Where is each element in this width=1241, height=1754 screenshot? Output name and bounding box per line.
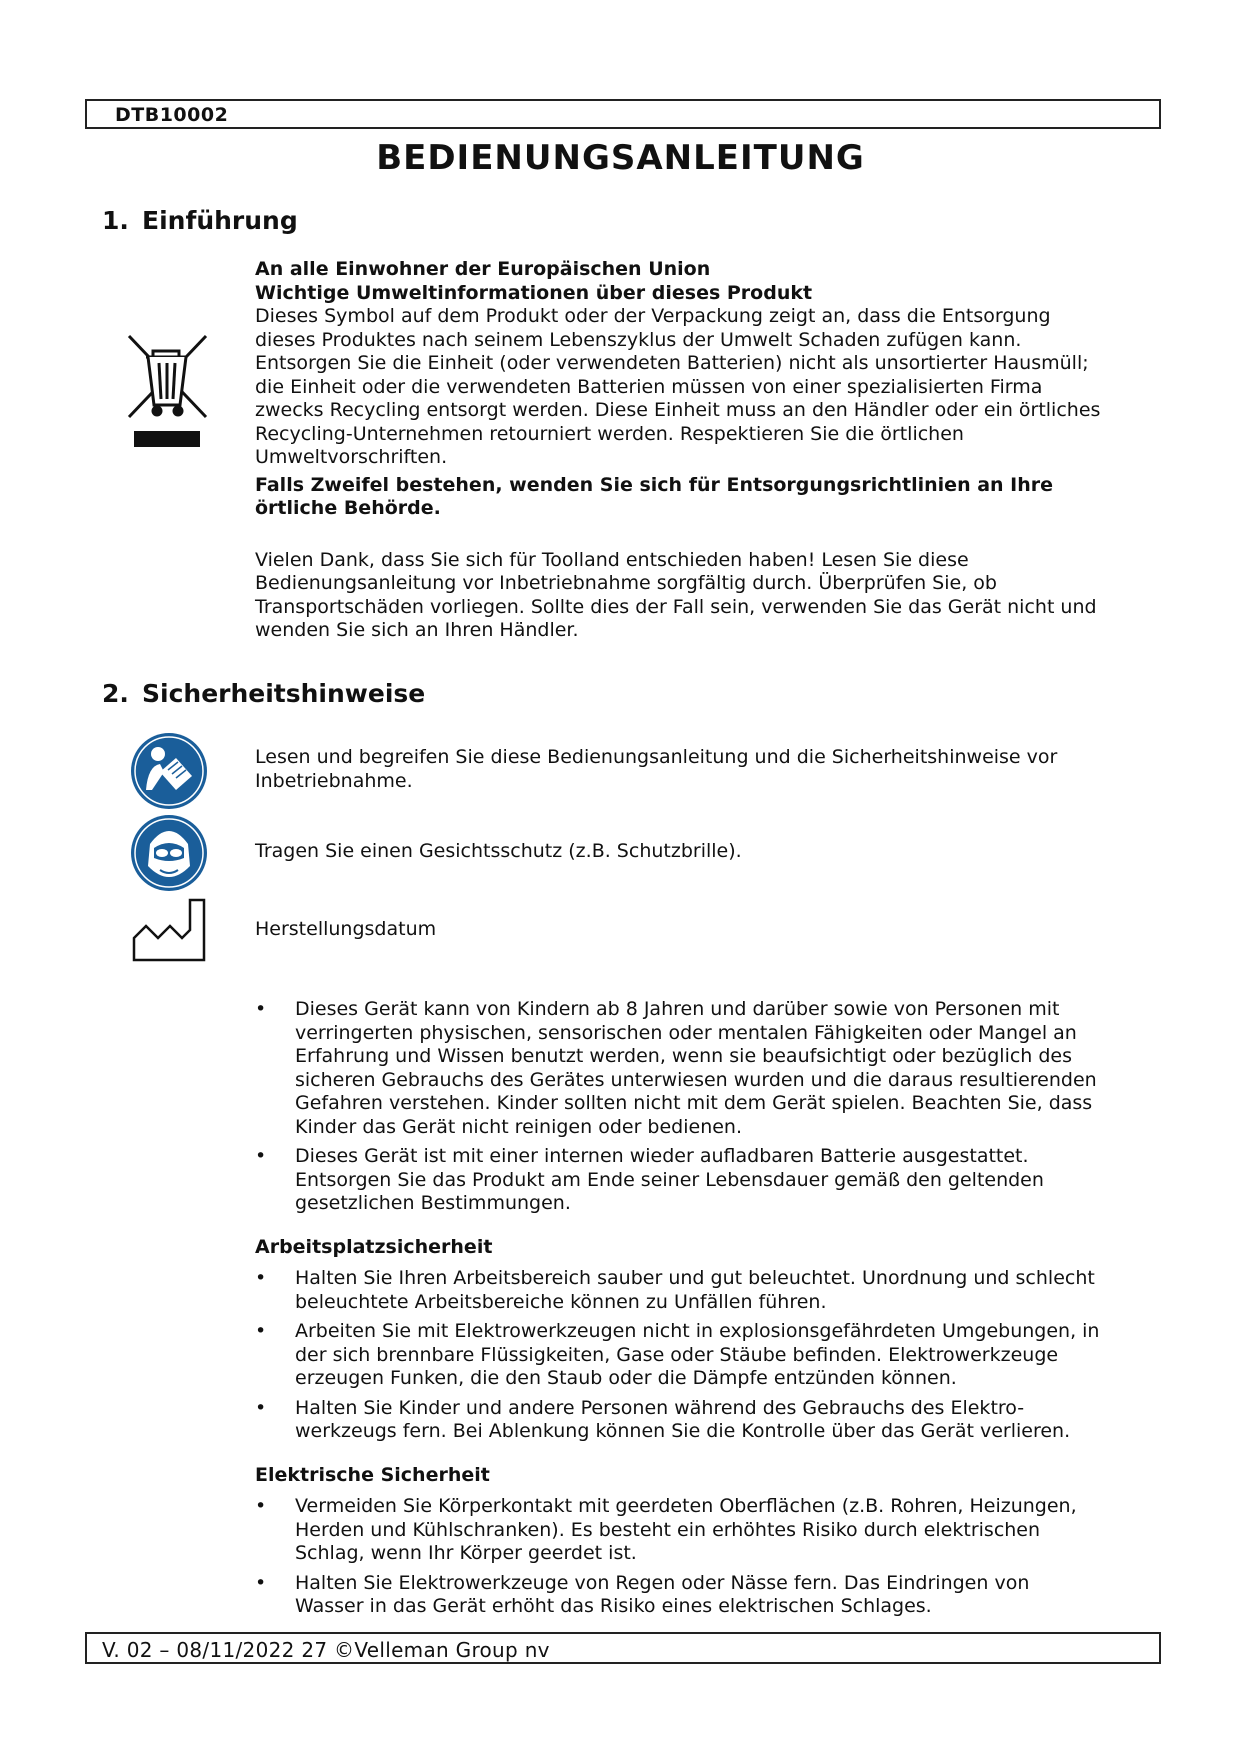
icon-row-text: Tragen Sie einen Gesichtsschutz (z.B. Schutzbrille).: [255, 840, 742, 862]
env-line: Entsorgen Sie die Einheit (oder verwendeten Batterien) nicht als unsortierter Hausmüll;: [255, 352, 1089, 374]
bullet-line: Gefahren verstehen. Kinder sollten nicht mit dem Gerät spielen. Beachten Sie, dass: [295, 1092, 1093, 1114]
section-heading-intro: [102, 206, 298, 235]
manufacturing-date-icon: [132, 896, 206, 962]
env-line: Umweltvorschriften.: [255, 446, 448, 468]
bullet-line: Entsorgen Sie das Produkt am Ende seiner Lebensdauer gemäß den geltenden: [295, 1168, 1044, 1191]
bullet-line: Wasser in das Gerät erhöht das Risiko eines elektrischen Schlages.: [295, 1595, 932, 1617]
list-item: [255, 1320, 1135, 1391]
section-title: Einführung: [142, 206, 298, 235]
bullet-line: Schlag, wenn Ihr Körper geerdet ist.: [295, 1542, 637, 1564]
bullet-line: werkzeugs fern. Bei Ablenkung können Sie die Kontrolle über das Gerät verlieren.: [295, 1420, 1071, 1442]
bullet-line: Erfahrung und Wissen benutzt werden, wenn sie beaufsichtigt oder bezüglich des: [295, 1045, 1073, 1067]
section-title: Sicherheitshinweise: [142, 679, 426, 708]
section-number: 2.: [102, 679, 129, 708]
bullet-line: sicheren Gebrauchs des Gerätes unterwiesen wurden und die daraus resultierenden: [295, 1068, 1097, 1091]
doubt-line: Falls Zweifel bestehen, wenden Sie sich für Entsorgungsrichtlinien an Ihre: [255, 473, 1054, 496]
face-protection-icon: [130, 814, 208, 892]
env-line: Recycling-Unternehmen retourniert werden. Respektieren Sie die örtlichen: [255, 422, 964, 445]
page-title: BEDIENUNGSANLEITUNG: [376, 138, 865, 178]
bullet-line: • Vermeiden Sie Körperkontakt mit geerdeten Oberflächen (z.B. Rohren, Heizungen,: [295, 1495, 1077, 1517]
weee-bin-icon: [126, 333, 210, 451]
bullet-line: • Halten Sie Ihren Arbeitsbereich sauber und gut beleuchtet. Unordnung und schlecht: [295, 1267, 1095, 1289]
bullet-line: • Halten Sie Elektrowerkzeuge von Regen oder Nässe fern. Das Eindringen von: [295, 1571, 1030, 1594]
header-box: [85, 99, 1161, 129]
list-item: [255, 1572, 1135, 1619]
env-line: die Einheit oder die verwendeten Batterien müssen von einer spezialisierten Firma: [255, 375, 1043, 398]
env-line: dieses Produktes nach seinem Lebenszyklus der Umwelt Schaden zufügen kann.: [255, 328, 1022, 351]
doubt-line: örtliche Behörde.: [255, 497, 441, 519]
thanks-line: wenden Sie sich an Ihren Händler.: [255, 619, 579, 641]
bullet-line: • Dieses Gerät kann von Kindern ab 8 Jahren und darüber sowie von Personen mit: [295, 998, 1060, 1020]
general-bullet-list: [255, 998, 1135, 1216]
bullet-line: Kinder das Gerät nicht reinigen oder bedienen.: [295, 1115, 743, 1138]
section-heading-safety: [102, 679, 425, 708]
footer-text: V. 02 – 08/11/2022 27 ©Velleman Group nv: [102, 1638, 550, 1662]
icon-row-read-manual: [255, 746, 1135, 793]
bullet-line: • Halten Sie Kinder und andere Personen während des Gebrauchs des Elektro-: [295, 1396, 1025, 1419]
bullet-line: erzeugen Funken, die den Staub oder die Dämpfe entzünden können.: [295, 1367, 957, 1389]
bullet-line: gesetzlichen Bestimmungen.: [295, 1192, 571, 1214]
bullet-line: beleuchtete Arbeitsbereiche können zu Unfällen führen.: [295, 1290, 827, 1313]
icon-row-text: Inbetriebnahme.: [255, 769, 413, 792]
env-line: zwecks Recycling entsorgt werden. Diese Einheit muss an den Händler oder ein örtliches: [255, 399, 1101, 421]
list-item: [255, 1267, 1135, 1314]
list-item: [255, 998, 1135, 1139]
doc-code: DTB10002: [115, 104, 229, 126]
thanks-line: Vielen Dank, dass Sie sich für Toolland entschieden haben! Lesen Sie diese: [255, 548, 969, 571]
read-manual-icon: [130, 732, 208, 810]
list-item: [255, 1145, 1135, 1216]
icon-row-text: Herstellungsdatum: [255, 918, 437, 940]
bullet-line: der sich brennbare Flüssigkeiten, Gase oder Stäube befinden. Elektrowerkzeuge: [295, 1343, 1059, 1366]
footer-box: [85, 1632, 1161, 1664]
thanks-line: Bedienungsanleitung vor Inbetriebnahme sorgfältig durch. Überprüfen Sie, ob: [255, 572, 997, 594]
icon-row-text: Lesen und begreifen Sie diese Bedienungsanleitung und die Sicherheitshinweise vor: [255, 746, 1058, 768]
electrical-heading: Elektrische Sicherheit: [255, 1463, 490, 1486]
section-number: 1.: [102, 206, 129, 235]
workplace-bullet-list: [255, 1267, 1135, 1444]
env-title: Wichtige Umweltinformationen über dieses Produkt: [255, 281, 813, 304]
bullet-line: • Arbeiten Sie mit Elektrowerkzeugen nicht in explosionsgefährdeten Umgebungen, in: [295, 1320, 1100, 1342]
workplace-heading: Arbeitsplatzsicherheit: [255, 1235, 493, 1258]
list-item: [255, 1495, 1135, 1566]
env-line: Dieses Symbol auf dem Produkt oder der Verpackung zeigt an, dass die Entsorgung: [255, 305, 1051, 327]
electrical-bullet-list: [255, 1495, 1135, 1619]
intro-block: [255, 258, 1135, 643]
thanks-line: Transportschäden vorliegen. Sollte dies der Fall sein, verwenden Sie das Gerät nicht und: [255, 595, 1097, 618]
eu-title: An alle Einwohner der Europäischen Union: [255, 258, 711, 280]
icon-row-face-protection: [255, 840, 1135, 864]
icon-row-manufacturing-date: [255, 918, 1135, 942]
bullet-line: • Dieses Gerät ist mit einer internen wieder aufladbaren Batterie ausgestattet.: [295, 1145, 1029, 1167]
general-bullets-block: [255, 998, 1135, 1625]
bullet-line: verringerten physischen, sensorischen oder mentalen Fähigkeiten oder Mangel an: [295, 1021, 1077, 1044]
list-item: [255, 1397, 1135, 1444]
bullet-line: Herden und Kühlschranken). Es besteht ein erhöhtes Risiko durch elektrischen: [295, 1518, 1041, 1541]
